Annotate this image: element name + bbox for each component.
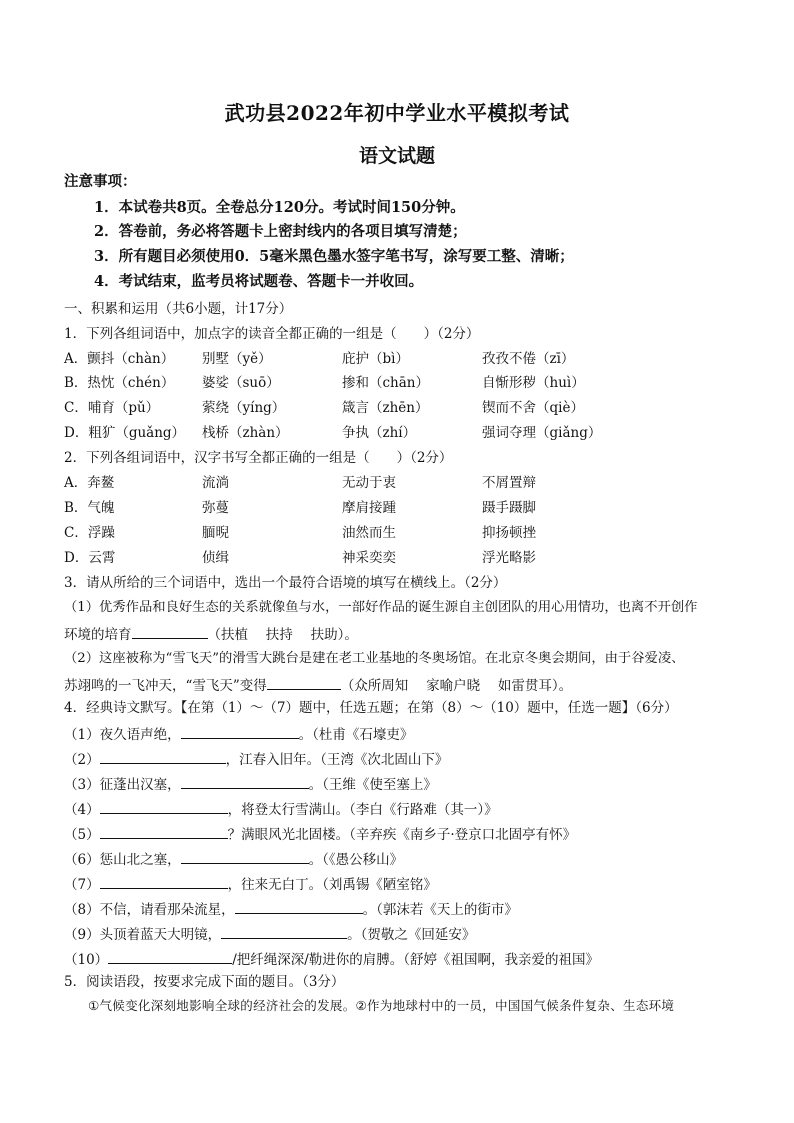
poem-item [64, 749, 448, 769]
question-4-stem: 4．经典诗文默写。【在第（1）～（7）题中，任选五题；在第（8）～（10）题中，任选一题】（6分） [64, 700, 678, 716]
poem-item-pre: （5） [64, 827, 100, 843]
question-3-stem: 3．请从所给的三个词语中，选出一个最符合语境的填写在横线上。（2分） [64, 575, 507, 591]
poem-item-post: /把纤绳深深/勒进你的肩膊。（舒婷《祖国啊，我亲爱的祖国》 [232, 952, 600, 968]
poem-item-pre: （2） [64, 752, 100, 768]
q5-passage: ①气候变化深刻地影响全球的经济社会的发展。②作为地球村中的一员，中国国气候条件复杂、生态环境 [88, 998, 675, 1013]
option-cell: 流淌 [202, 475, 229, 491]
option-cell: 油然而生 [342, 525, 396, 541]
q3-part2-text: （2）这座被称为“雪飞天”的滑雪大跳台是建在老工业基地的冬奥场馆。在北京冬奥会期间，由于谷爱凌、 [64, 651, 685, 666]
answer-blank[interactable] [100, 799, 228, 814]
poem-item [64, 724, 413, 744]
option-cell: A．颤抖（chàn） [64, 351, 175, 367]
poem-item-pre: （8）不信，请看那朵流星， [64, 902, 235, 918]
option-cell: 掺和（chān） [342, 375, 429, 391]
option-cell: A．奔鳌 [64, 475, 115, 491]
option-cell: 锲而不舍（qiè） [482, 400, 584, 416]
option-cell: 孜孜不倦（zī） [482, 351, 575, 367]
q3-part1-answer-line [64, 624, 358, 644]
option-cell: 无动于衷 [342, 475, 396, 491]
poem-item-post: 。（杜甫《石壕吏》 [298, 727, 414, 743]
poem-item [64, 899, 518, 919]
option-cell: C．哺育（pǔ） [64, 400, 160, 416]
poem-item-pre: （9）头顶着蓝天大明镜， [64, 927, 222, 943]
poem-item-pre: （6）惩山北之塞， [64, 852, 181, 868]
option-cell: 别墅（yě） [202, 351, 272, 367]
answer-blank[interactable] [221, 924, 347, 939]
option-cell: 婆娑（suō） [202, 375, 280, 391]
answer-blank[interactable] [181, 849, 309, 864]
option-cell: 浮光略影 [482, 550, 536, 566]
option-cell: 庇护（bì） [342, 351, 409, 367]
q3-part1-choices: （扶植 扶持 扶助）。 [207, 627, 358, 643]
option-cell: B．气魄 [64, 500, 115, 516]
q3-part1-lead: 环境的培育 [64, 627, 132, 643]
answer-blank[interactable] [100, 874, 228, 889]
question-1-stem: 1．下列各组词语中，加点字的读音全都正确的一组是（ ）（2分） [64, 326, 480, 342]
note-item: 2．答卷前，务必将答题卡上密封线内的各项目填写清楚； [94, 223, 467, 240]
question-5-stem: 5．阅读语段，按要求完成下面的题目。（3分） [64, 974, 345, 990]
option-cell: 强词夺理（giǎng） [482, 425, 602, 441]
option-cell: B．热忱（chén） [64, 375, 175, 391]
poem-item-pre: （4） [64, 802, 100, 818]
option-cell: 弥蔓 [202, 500, 229, 516]
answer-blank[interactable] [181, 724, 299, 739]
exam-subtitle: 语文试题 [358, 145, 435, 167]
q3-part2-lead: 苏翊鸣的一飞冲天，“雪飞天”变得 [64, 678, 267, 694]
q3-part2-choices: （众所周知 家喻户晓 如雷贯耳）。 [340, 678, 573, 694]
poem-item-post: 。（王维《使至塞上》 [308, 777, 437, 793]
option-cell: 自惭形秽（huì） [482, 375, 585, 391]
option-cell: 摩肩接踵 [342, 500, 396, 516]
poem-item-post: ，将登太行雪满山。（李白《行路难（其一）》 [227, 802, 498, 818]
poem-item [64, 924, 475, 944]
option-cell: 栈桥（zhàn） [202, 425, 289, 441]
option-cell: D．云霄 [64, 550, 116, 566]
option-cell: 神采奕奕 [342, 550, 396, 566]
option-cell: C．浮躁 [64, 525, 115, 541]
option-cell: 腼晲 [202, 525, 229, 541]
poem-item-post: ，往来无白丁。（刘禹锡《陋室铭》 [227, 877, 437, 893]
option-cell: 不屑置辩 [482, 475, 536, 491]
q3-part1-text: （1）优秀作品和良好生态的关系就像鱼与水，一部好作品的诞生源自主创团队的用心用情功，也离不开创作 [64, 600, 698, 615]
poem-item-post: 。（贺敬之《回延安》 [347, 927, 476, 943]
poem-item-post: 。（郭沫若《天上的街市》 [362, 902, 518, 918]
poem-item [64, 799, 498, 819]
poem-item [64, 949, 599, 969]
answer-blank[interactable] [235, 899, 363, 914]
note-item: 4．考试结束，监考员将试题卷、答题卡一并收回。 [94, 273, 424, 290]
q3-part2-answer-line [64, 675, 572, 695]
poem-item-pre: （3）征蓬出汉塞， [64, 777, 181, 793]
answer-blank[interactable] [108, 949, 232, 964]
note-item: 3．所有题目必须使用0．5毫米黑色墨水签字笔书写，涂写要工整、清晰； [94, 248, 574, 265]
section-heading: 一、积累和运用（共6小题，计17分） [64, 301, 293, 317]
option-cell: D．粗犷（guǎng） [64, 425, 186, 441]
option-cell: 争执（zhí） [342, 425, 417, 441]
poem-item-post: ？满眼风光北固楼。（辛弃疾《南乡子·登京口北固亭有怀》 [227, 827, 577, 843]
option-cell: 箴言（zhēn） [342, 400, 429, 416]
option-cell: 抑扬顿挫 [482, 525, 536, 541]
question-2-stem: 2．下列各组词语中，汉字书写全都正确的一组是（ ）（2分） [64, 450, 453, 466]
poem-item-post: 。（《愚公移山》 [308, 852, 404, 868]
answer-blank[interactable] [132, 624, 208, 639]
poem-item [64, 874, 437, 894]
poem-item [64, 849, 403, 869]
poem-item-pre: （1）夜久语声绝， [64, 727, 181, 743]
option-cell: 蹑手蹑脚 [482, 500, 536, 516]
poem-item [64, 774, 437, 794]
answer-blank[interactable] [267, 675, 341, 690]
exam-title: 武功县2022年初中学业水平模拟考试 [224, 101, 570, 125]
poem-item-pre: （7） [64, 877, 100, 893]
notes-heading: 注意事项： [64, 173, 137, 190]
answer-blank[interactable] [181, 774, 309, 789]
poem-item-post: ，江春入旧年。（王湾《次北固山下》 [225, 752, 449, 768]
poem-item-pre: （10） [64, 952, 109, 968]
option-cell: 侦缉 [202, 550, 229, 566]
poem-item [64, 824, 576, 844]
option-cell: 萦绕（yíng） [202, 400, 286, 416]
note-item: 1．本试卷共8页。全卷总分120分。考试时间150分钟。 [94, 199, 465, 216]
answer-blank[interactable] [100, 749, 226, 764]
answer-blank[interactable] [100, 824, 228, 839]
